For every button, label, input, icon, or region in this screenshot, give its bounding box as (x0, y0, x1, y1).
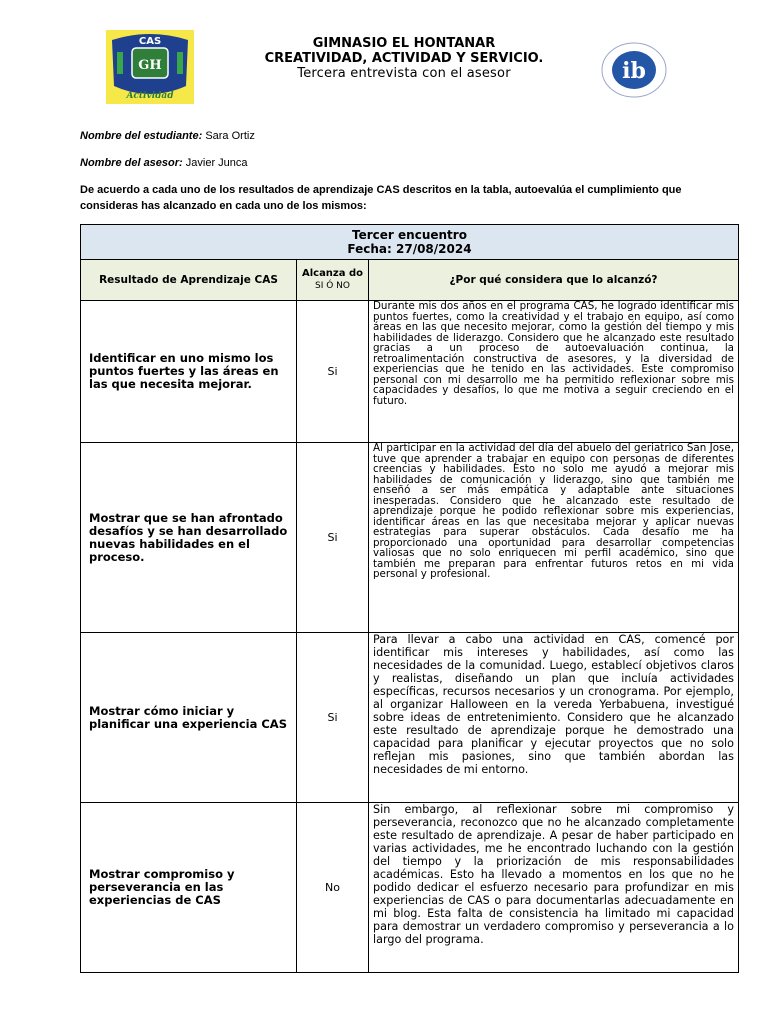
table-row (81, 443, 739, 633)
table-row (81, 301, 739, 443)
document-header (200, 36, 608, 81)
table-row (81, 803, 739, 973)
reached-cell: Si (297, 301, 369, 443)
student-field (80, 130, 255, 142)
col-header-why: ¿Por qué considera que lo alcanzó? (369, 260, 739, 301)
cas-logo (106, 30, 194, 104)
student-name: Sara Ortiz (205, 130, 255, 142)
encounter-date: Fecha: 27/08/2024 (347, 242, 472, 256)
why-cell: Sin embargo, al reflexionar sobre mi compromiso y perseverancia, reconozco que no he alcanzado completamente este resultado de aprendizaje. A pesar de haber participado en varias actividades, me he encontrado luchando con la gestión del tiempo y la priorización de mis responsabilidades académicas. Esto ha llevado a momentos en los que no he podido dedicar el esfuerzo necesario para profundizar en mis experiencias de CAS o para documentarlas adecuadamente en mi blog. Esta falta de consistencia ha limitado mi capacidad para demostrar un verdadero compromiso y perseverancia a lo largo del programa. (369, 803, 739, 973)
cas-logo-monogram: GH (138, 58, 162, 73)
advisor-name: Javier Junca (185, 157, 248, 169)
table-row (81, 633, 739, 803)
cas-logo-bottom-text: Actividad (126, 91, 174, 101)
col-header-reached-label: Alcanza do (301, 268, 364, 279)
why-cell: Para llevar a cabo una actividad en CAS, comencé por identificar mis intereses y habilidades, así como las necesidades de la comunidad. Luego, establecí objetivos claros y realistas, diseñando un plan que incluía actividades específicas, recursos necesarios y un cronograma. Por ejemplo, al organizar Halloween en la vereda Yerbabuena, investigué sobre ideas de entretenimiento. Considero que he alcanzado este resultado de aprendizaje porque he demostrado una capacidad para planificar y ejecutar proyectos que no solo reflejan mis pasiones, sino que también abordan las necesidades de mi entorno. (369, 633, 739, 803)
encounter-header (81, 225, 739, 260)
document-subtitle: Tercera entrevista con el asesor (297, 66, 511, 81)
advisor-label: Nombre del asesor: (80, 157, 183, 169)
result-cell: Identificar en uno mismo los puntos fuertes y las áreas en las que necesita mejorar. (81, 301, 297, 443)
col-header-reached-options: SI Ó NO (315, 281, 350, 291)
instructions: De acuerdo a cada uno de los resultados de aprendizaje CAS descritos en la tabla, autoevalúa el cumplimiento que consideras has alcanzado en cada uno de los mismos: (80, 184, 682, 212)
result-cell: Mostrar que se han afrontado desafíos y se han desarrollado nuevas habilidades en el proceso. (81, 443, 297, 633)
reached-cell: Si (297, 633, 369, 803)
advisor-field (80, 157, 248, 169)
ib-logo (600, 42, 668, 98)
reached-cell: No (297, 803, 369, 973)
evaluation-table (80, 224, 739, 973)
col-header-reached (297, 260, 369, 301)
student-label: Nombre del estudiante: (80, 130, 203, 142)
ib-logo-text: ib (622, 58, 646, 84)
reached-cell: Si (297, 443, 369, 633)
why-cell: Durante mis dos años en el programa CAS, he logrado identificar mis puntos fuertes, como la creatividad y el trabajo en equipo, así como áreas en las que necesito mejorar, como la gestión del tiempo y mis habilidades de liderazgo. Considero que he alcanzado este resultado gracias a un proceso de autoevaluación continua, la retroalimentación constructiva de asesores, y la diversidad de experiencias que he tenido en las actividades. Este compromiso personal con mi desarrollo me ha permitido reflexionar sobre mis capacidades y desafíos, lo que me motiva a seguir creciendo en el futuro. (369, 301, 739, 443)
result-cell: Mostrar compromiso y perseverancia en las experiencias de CAS (81, 803, 297, 973)
school-name: GIMNASIO EL HONTANAR (312, 36, 496, 51)
program-name: CREATIVIDAD, ACTIVIDAD Y SERVICIO. (264, 51, 544, 66)
result-cell: Mostrar cómo iniciar y planificar una experiencia CAS (81, 633, 297, 803)
encounter-title: Tercer encuentro (352, 228, 467, 242)
col-header-result: Resultado de Aprendizaje CAS (81, 260, 297, 301)
cas-logo-top-text: CAS (138, 36, 162, 47)
why-cell: Al participar en la actividad del día del abuelo del geriatrico San Jose, tuve que aprender a trabajar en equipo con personas de diferentes creencias y habilidades. Esto no solo me ayudó a mejorar mis habilidades de comunicación y liderazgo, sino que también me enseñó a ser más empática y adaptable ante situaciones inesperadas. Considero que he alcanzado este resultado de aprendizaje porque he podido reflexionar sobre mis experiencias, identificar áreas en las que necesitaba mejorar y aplicar nuevas estrategias para superar obstáculos. Cada desafío me ha proporcionado una oportunidad para desarrollar competencias valiosas que no solo enriquecen mi perfil académico, sino que también me preparan para enfrentar futuros retos en mi vida personal y profesional. (369, 443, 739, 633)
